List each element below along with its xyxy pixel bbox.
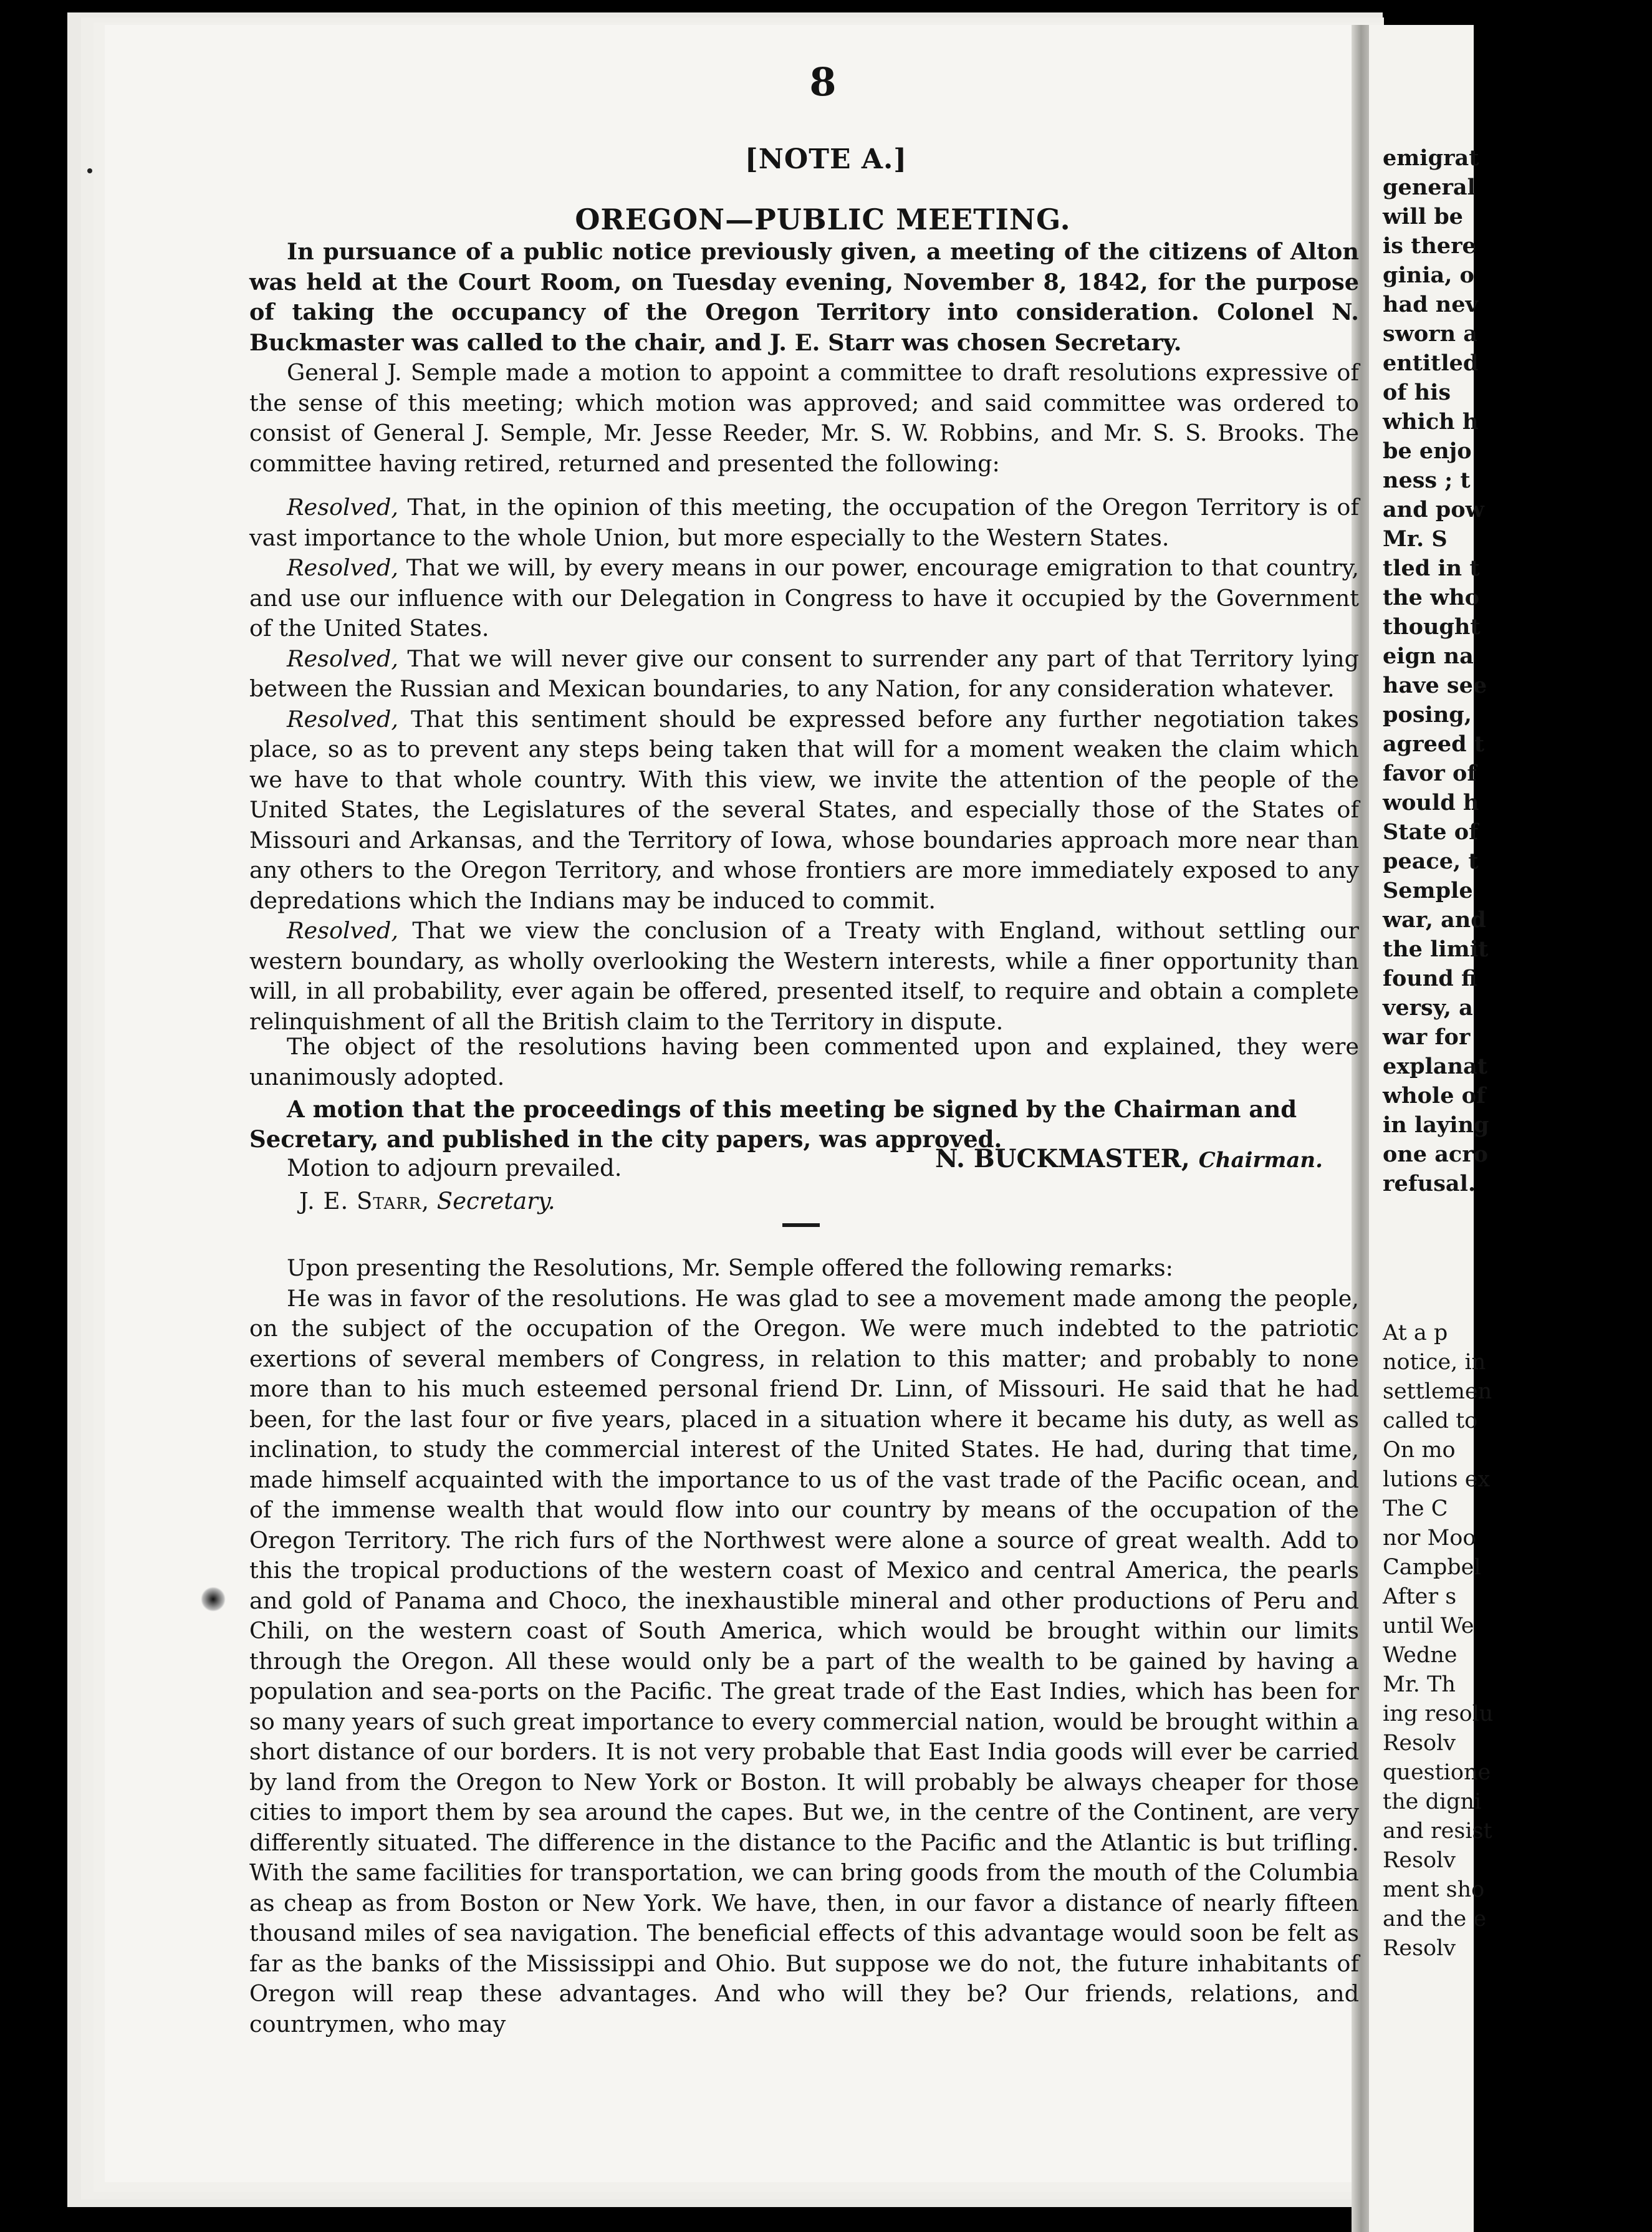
section-divider bbox=[782, 1223, 820, 1227]
secretary-name: J. E. Starr, bbox=[299, 1188, 430, 1215]
resolution-label: Resolved, bbox=[287, 494, 399, 521]
resolution-text: That, in the opinion of this meeting, the occupation of the Oregon Territory is of vast importance to the whole Union, but more especially to the Western States. bbox=[249, 494, 1359, 551]
resolution-1 bbox=[249, 493, 1359, 553]
facing-page-line: thought bbox=[1383, 614, 1481, 640]
adopted-paragraph-wrap bbox=[249, 1032, 1359, 1092]
facing-page-line: until We bbox=[1383, 1614, 1474, 1638]
facing-page-line: Resolv bbox=[1383, 1936, 1456, 1961]
remarks-section bbox=[249, 1253, 1359, 2039]
facing-page-line: in laying bbox=[1383, 1112, 1489, 1138]
facing-page-line: the digni bbox=[1383, 1789, 1482, 1814]
facing-page-line: had nev bbox=[1383, 292, 1478, 317]
resolution-text: That we will never give our consent to surrender any part of that Territory lying between the Russian and Mexican boundaries, to any Nation, for any consideration whatever. bbox=[249, 645, 1359, 702]
secretary-role: Secretary. bbox=[436, 1188, 555, 1215]
facing-page-line: one acro bbox=[1383, 1142, 1489, 1167]
remarks-body: He was in favor of the resolutions. He was glad to see a movement made among the people, on the subject of the occupation of the Oregon. We were much indebted to the patriotic exertions of several members of Congress, in relation to this matter; and probably to none more than to his much esteemed personal friend Dr. Linn, of Missouri. He said that he had been, for the last four or five years, placed in a situation where it became his duty, as well as inclination, to study the commercial interest of the United States. He had, during that time, made himself acquainted with the importance to us of the vast trade of the Pacific ocean, and of the immense wealth that would flow into our country by means of the occupation of the Oregon Territory. The rich furs of the Northwest were alone a source of great wealth. Add to this the tropical productions of the western coast of Mexico and central America, the pearls and gold of Panama and Choco, the inexhaustible mineral and other productions of Peru and Chili, on the western coast of South America, which would be brought within our limits through the Oregon. All these would only be a part of the wealth to be gained by having a population and sea-ports on the Pacific. The great trade of the East Indies, which has been for so many years of such great importance to every commercial nation, would be brought within a short distance of our borders. It is not very probable that East India goods will ever be carried by land from the Oregon to New York or Boston. It will probably be always cheaper for those cities to import them by sea around the capes. But we, in the centre of the Continent, are very differently situated. The difference in the distance to the Pacific and the Atlantic is but trifling. With the same facilities for transportation, we can bring goods from the mouth of the Columbia as cheap as from Boston or New York. We have, then, in our favor a distance of nearly fifteen thousand miles of sea navigation. The beneficial effects of this advantage would soon be felt as far as the banks of the Mississippi and Ohio. But suppose we do not, the future inhabitants of Oregon will reap these advantages. And who will they be? Our friends, relations, and countrymen, who may bbox=[249, 1284, 1359, 2037]
remarks-intro: Upon presenting the Resolutions, Mr. Semple offered the following remarks: bbox=[287, 1254, 1174, 1281]
facing-page-line: Mr. S bbox=[1383, 526, 1448, 552]
facing-page-line: which h bbox=[1383, 409, 1479, 435]
intro-section bbox=[249, 237, 1359, 479]
intro-paragraph-2: General J. Semple made a motion to appoint a committee to draft resolutions expressive of the sense of this meeting; which motion was approved; and said committee was ordered to consist of General J. Semple, Mr. Jesse Reeder, Mr. S. W. Robbins, and Mr. S. S. Brooks. The committee having retired, returned and presented the following: bbox=[249, 359, 1359, 477]
facing-page-line: is there bbox=[1383, 233, 1476, 259]
note-heading: [NOTE A.] bbox=[744, 143, 908, 175]
facing-page-line: explanat bbox=[1383, 1054, 1487, 1079]
facing-page-line: eign na bbox=[1383, 643, 1474, 669]
facing-page-line: Campbel bbox=[1383, 1555, 1481, 1580]
motion-paragraph: A motion that the proceedings of this meeting be signed by the Chairman and Secretary, and published in the city papers, was approved. bbox=[249, 1095, 1297, 1153]
adjourn-line: Motion to adjourn prevailed. bbox=[287, 1155, 622, 1181]
facing-page-line: and pow bbox=[1383, 497, 1484, 522]
facing-page-line: Resolv bbox=[1383, 1848, 1456, 1873]
page-title: OREGON—PUBLIC MEETING. bbox=[575, 203, 1071, 236]
resolution-text: That this sentiment should be expressed before any further negotiation takes place, so as to prevent any steps being taken that will for a moment weaken the claim which we have to that whole country. With this view, we invite the attention of the people of the United States, the Legislatures of the several States, and especially those of the States of Missouri and Arkansas, and the Territory of Iowa, whose boundaries approach more near than any others to the Oregon Territory, and whose frontiers are more immediately exposed to any depredations which the Indians may be induced to commit. bbox=[249, 705, 1359, 914]
facing-page-line: general bbox=[1383, 175, 1476, 200]
facing-page-line: settlemen bbox=[1383, 1379, 1492, 1404]
resolution-label: Resolved, bbox=[287, 917, 399, 944]
resolution-2 bbox=[249, 553, 1359, 644]
facing-page-line: be enjo bbox=[1383, 438, 1472, 464]
facing-page-line: nor Moo bbox=[1383, 1526, 1476, 1551]
facing-page-line: ness ; t bbox=[1383, 468, 1471, 493]
facing-page-line: ment sho bbox=[1383, 1877, 1485, 1902]
facing-page-line: have see bbox=[1383, 673, 1487, 698]
facing-page-line: tled in t bbox=[1383, 556, 1480, 581]
facing-page-line: the limit bbox=[1383, 936, 1489, 962]
secretary-signature bbox=[299, 1188, 555, 1215]
facing-page-line: called to bbox=[1383, 1408, 1478, 1433]
resolution-4 bbox=[249, 705, 1359, 916]
facing-page-line: questione bbox=[1383, 1760, 1491, 1785]
facing-page-line: posing, bbox=[1383, 702, 1472, 728]
adopted-paragraph: The object of the resolutions having been commented upon and explained, they were unanimously adopted. bbox=[249, 1033, 1359, 1090]
facing-page-line: Wedne bbox=[1383, 1643, 1458, 1668]
facing-page-line: On mo bbox=[1383, 1438, 1456, 1463]
page-number: 8 bbox=[809, 59, 837, 105]
facing-page-line: and the e bbox=[1383, 1907, 1487, 1931]
facing-page-line: war, and bbox=[1383, 907, 1486, 933]
resolution-label: Resolved, bbox=[287, 554, 399, 581]
resolution-text: That we will, by every means in our power, encourage emigration to that country, and use our influence with our Delegation in Congress to have it occupied by the Government of the United States. bbox=[249, 554, 1359, 642]
resolution-5 bbox=[249, 916, 1359, 1037]
facing-page-line: entitled bbox=[1383, 350, 1479, 376]
facing-page-line: peace, t bbox=[1383, 849, 1479, 874]
chairman-name: N. BUCKMASTER, bbox=[935, 1144, 1190, 1173]
facing-page-line: and resist bbox=[1383, 1819, 1492, 1844]
facing-page-line: of his bbox=[1383, 380, 1451, 405]
ink-spot bbox=[201, 1587, 226, 1612]
facing-page-line: After s bbox=[1383, 1584, 1457, 1609]
chairman-role: Chairman. bbox=[1198, 1148, 1323, 1173]
intro-paragraph-1: In pursuance of a public notice previously given, a meeting of the citizens of Alton was held at the Court Room, on Tuesday evening, November 8, 1842, for the purpose of taking the occupancy of the Oregon Territory into consideration. Colonel N. Buckmaster was called to the chair, and J. E. Starr was chosen Secretary. bbox=[249, 238, 1359, 356]
ink-spot bbox=[87, 168, 92, 173]
facing-page-top-column bbox=[1383, 143, 1507, 1198]
facing-page-line: versy, a bbox=[1383, 995, 1473, 1021]
facing-page-bottom-column bbox=[1383, 1319, 1507, 1963]
chairman-signature bbox=[935, 1144, 1323, 1173]
facing-page-line: favor of bbox=[1383, 761, 1477, 786]
facing-page-line: notice, in bbox=[1383, 1350, 1486, 1375]
facing-page-line: ginia, o bbox=[1383, 262, 1474, 288]
resolution-label: Resolved, bbox=[287, 645, 399, 672]
facing-page-line: will be bbox=[1383, 204, 1463, 229]
facing-page-line: the who bbox=[1383, 585, 1479, 610]
facing-page-line: Resolv bbox=[1383, 1731, 1456, 1756]
facing-page-line: Semple bbox=[1383, 878, 1473, 903]
facing-page-line: sworn a bbox=[1383, 321, 1477, 347]
resolution-text: That we view the conclusion of a Treaty with England, without settling our western boundary, as wholly overlooking the Western interests, while a finer opportunity than will, in all probability, ever again be offered, presented itself, to require and obtain a complete relinquishment of all the British claim to the Territory in dispute. bbox=[249, 917, 1359, 1035]
resolutions-list bbox=[249, 493, 1359, 1037]
facing-page-line: State of bbox=[1383, 819, 1479, 845]
resolution-label: Resolved, bbox=[287, 705, 399, 733]
facing-page-line: emigrat bbox=[1383, 145, 1479, 171]
facing-page-line: war for bbox=[1383, 1024, 1471, 1050]
facing-page-line: Mr. Th bbox=[1383, 1672, 1456, 1697]
facing-page-line: refusal. bbox=[1383, 1171, 1476, 1196]
facing-page-line: whole of bbox=[1383, 1083, 1486, 1109]
facing-page-line: lutions ex bbox=[1383, 1467, 1491, 1492]
facing-page-line: found fi bbox=[1383, 966, 1477, 991]
facing-page-line: agreed t bbox=[1383, 731, 1484, 757]
facing-page-line: would h bbox=[1383, 790, 1479, 815]
facing-page-line: The C bbox=[1383, 1496, 1448, 1521]
facing-page-line: At a p bbox=[1383, 1320, 1448, 1345]
facing-page-line: ing resolu bbox=[1383, 1701, 1494, 1726]
resolution-3 bbox=[249, 644, 1359, 705]
